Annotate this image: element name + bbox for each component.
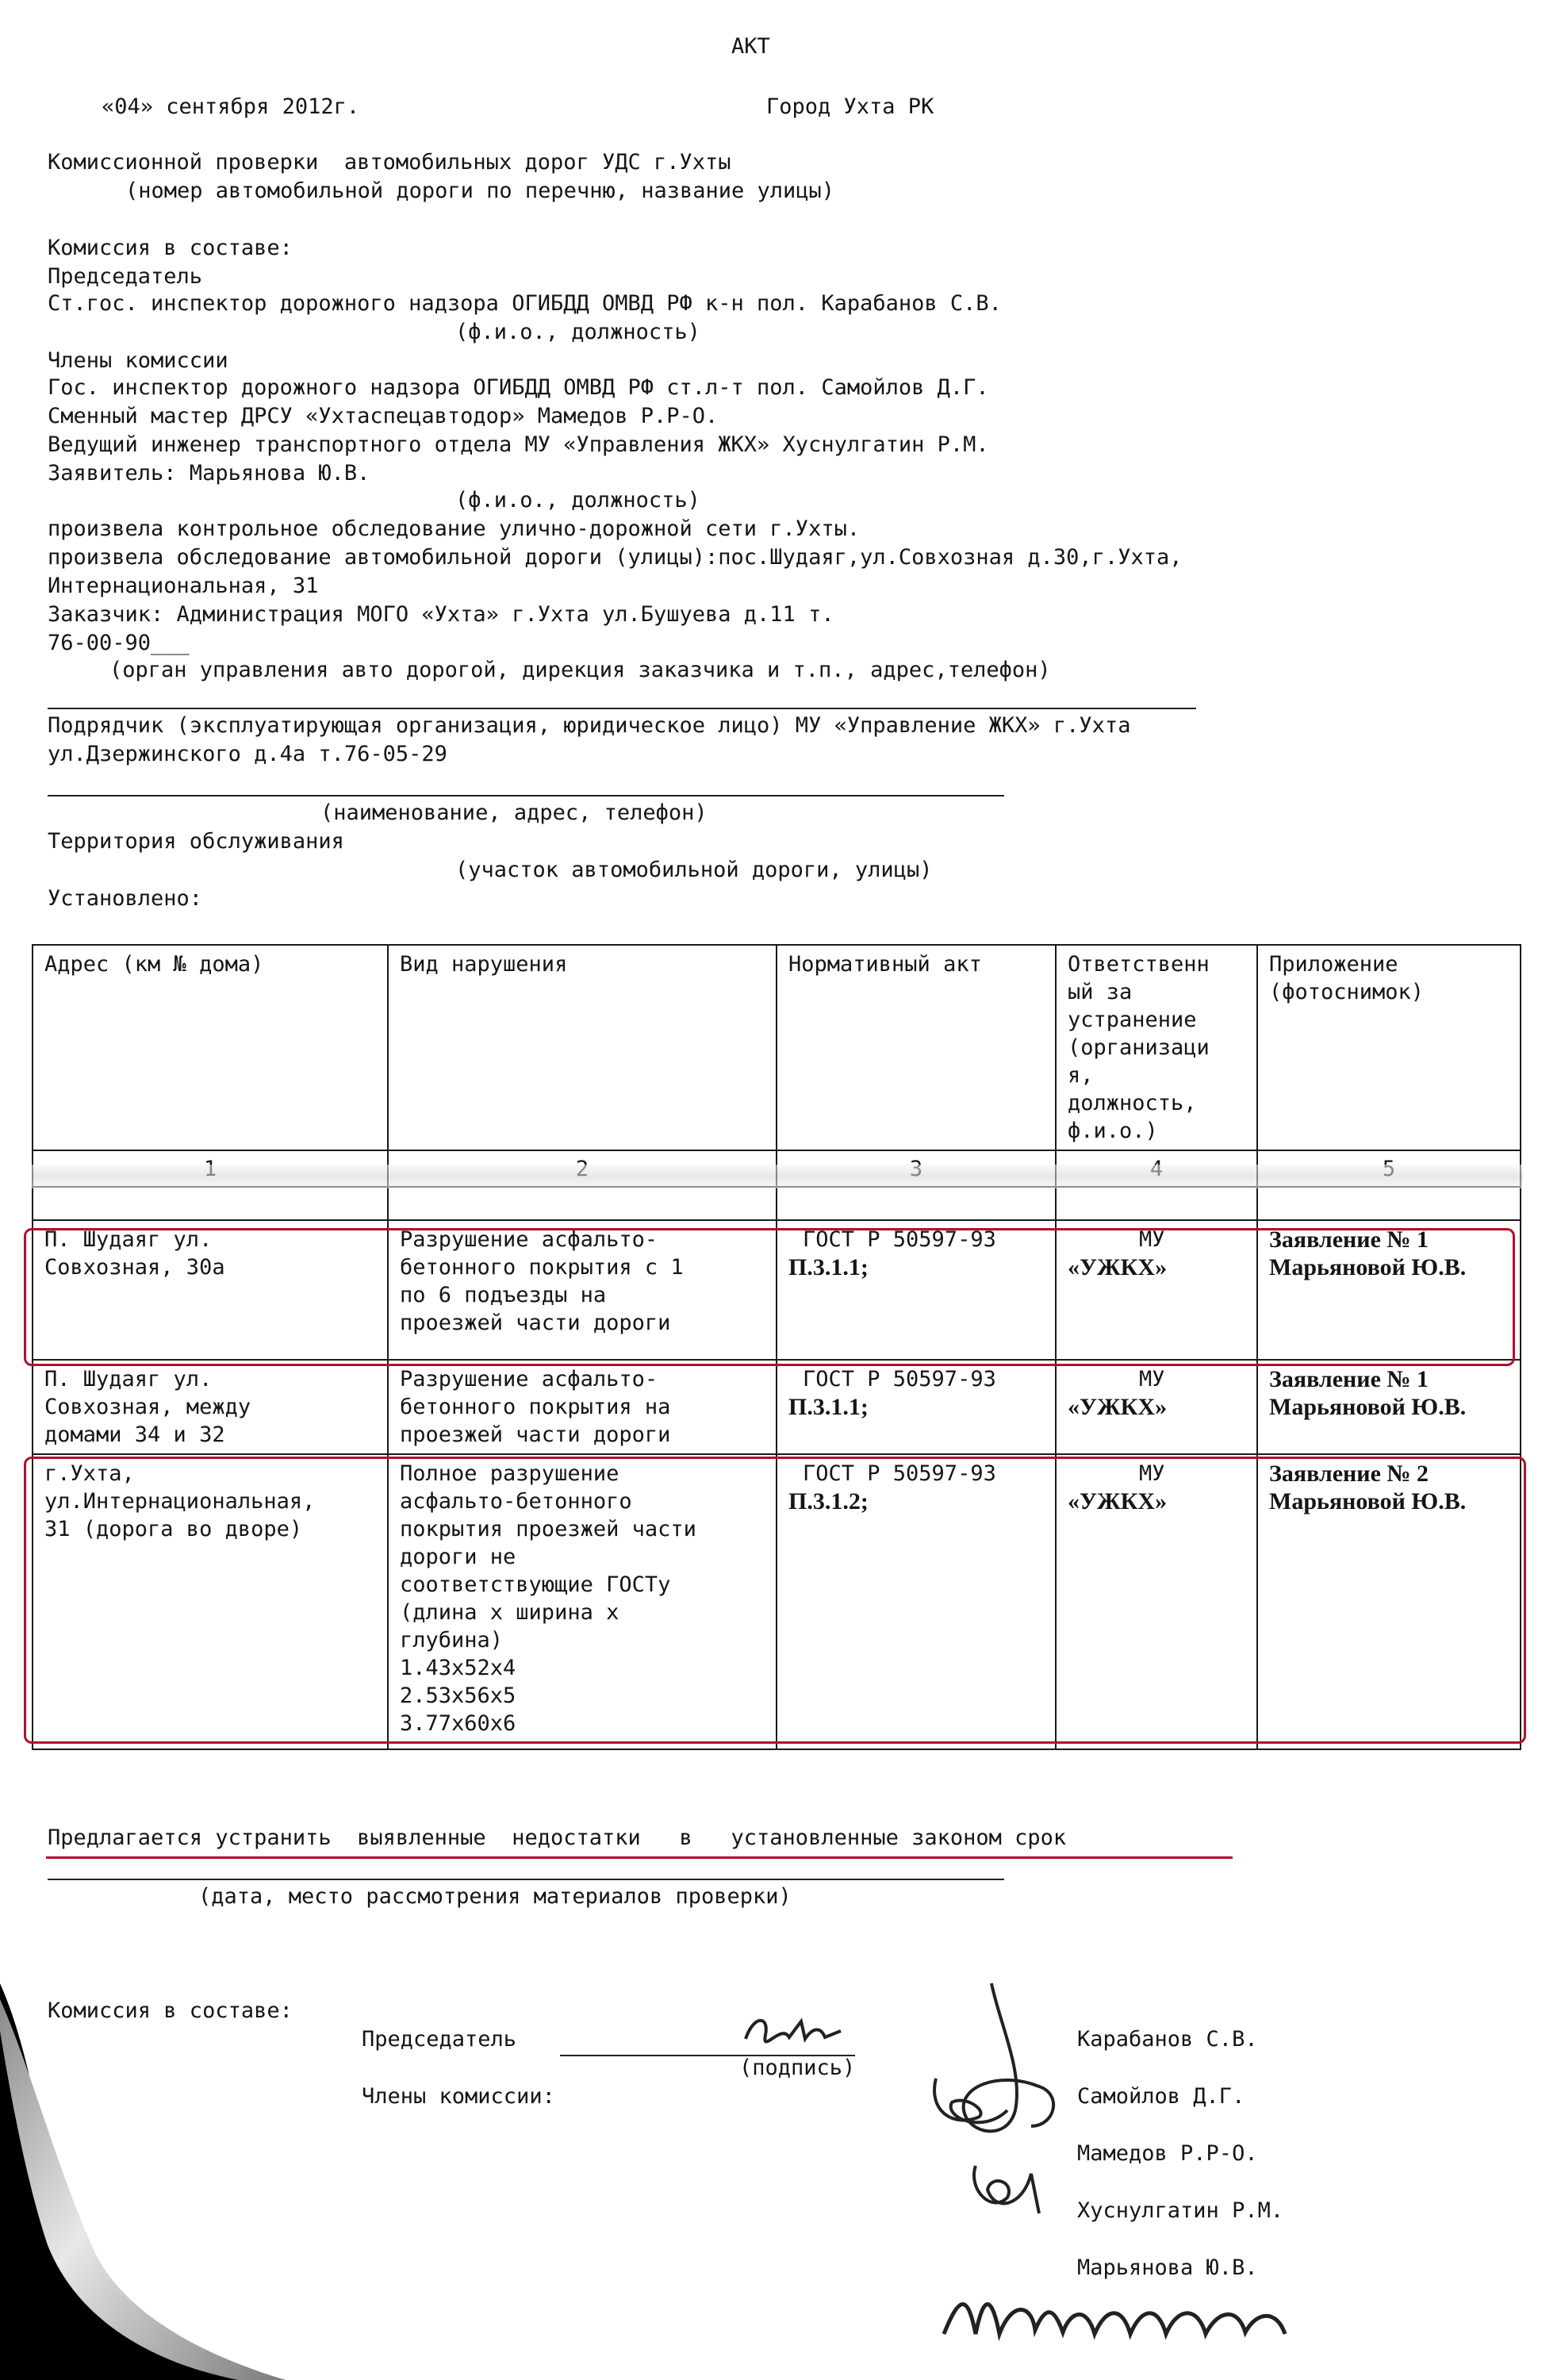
row-attachment: Заявление № 1 Марьяновой Ю.В.	[1257, 1220, 1521, 1360]
chairman-signature-graphic	[738, 2007, 865, 2055]
row-norm: ГОСТ Р 50597-93 П.3.1.2;	[777, 1454, 1056, 1749]
applicant-handwritten-signature	[936, 2271, 1317, 2358]
row-responsible: МУ «УЖКХ»	[1056, 1220, 1257, 1360]
customer-line: Заказчик: Администрация МОГО «Ухта» г.Ухта ул.Бушуева д.11 т.	[48, 602, 834, 627]
proposal-underline	[46, 1856, 1233, 1859]
table-spacer-row	[33, 1187, 1521, 1220]
row-responsible: МУ «УЖКХ»	[1056, 1454, 1257, 1749]
footer-members-label: Члены комиссии:	[362, 2084, 555, 2109]
signer-name: Мамедов Р.Р-О.	[1077, 2141, 1258, 2166]
table-row	[33, 1360, 1521, 1454]
page-curl-graphic	[0, 1983, 286, 2380]
contractor-line: ул.Дзержинского д.4а т.76-05-29	[48, 742, 447, 766]
footer-chairman-label: Председатель	[362, 2027, 517, 2052]
member-line: Сменный мастер ДРСУ «Ухтаспецавтодор» Мамедов Р.Р-О.	[48, 404, 719, 428]
survey-line: произвела контрольное обследование улично-дорожной сети г.Ухты.	[48, 516, 861, 541]
row-attachment: Заявление № 2 Марьяновой Ю.В.	[1257, 1454, 1521, 1749]
member-line: Гос. инспектор дорожного надзора ОГИБДД ОМВД РФ ст.л-т пол. Самойлов Д.Г.	[48, 375, 989, 400]
act-subject-note: (номер автомобильной дороги по перечню, название улицы)	[125, 178, 835, 203]
customer-phone: 76-00-90___	[48, 631, 190, 655]
document-title: АКТ	[731, 34, 770, 59]
highlight-box-row-3	[24, 1457, 1526, 1744]
members-label: Члены комиссии	[48, 348, 228, 373]
signer-name: Марьянова Ю.В.	[1077, 2255, 1258, 2280]
contractor-line: Подрядчик (эксплуатирующая организация, юридическое лицо) МУ «Управление ЖКХ» г.Ухта	[48, 713, 1131, 738]
footer-commission-intro: Комиссия в составе:	[48, 1998, 293, 2023]
scan-artifact	[32, 1165, 1523, 1188]
header-norm: Нормативный акт	[777, 945, 1056, 1150]
survey-line: Интернациональная, 31	[48, 574, 319, 598]
act-date: «04» сентября 2012г.	[102, 94, 360, 119]
applicant-line: Заявитель: Марьянова Ю.В.	[48, 461, 370, 486]
divider	[48, 795, 1004, 797]
proposal-text: Предлагается устранить выявленные недостатки в установленные законом срок	[48, 1825, 1067, 1850]
members-fio-note: (ф.и.о., должность)	[455, 488, 700, 512]
row-violation: Разрушение асфальто- бетонного покрытия на проезжей части дороги	[388, 1360, 777, 1454]
row-address: г.Ухта, ул.Интернациональная, 31 (дорога во дворе)	[33, 1454, 388, 1749]
chairman-fio-note: (ф.и.о., должность)	[455, 320, 700, 344]
established-label: Установлено:	[48, 886, 203, 911]
header-violation: Вид нарушения	[388, 945, 777, 1150]
table-header-row	[33, 945, 1521, 1150]
highlight-box-row-1	[24, 1228, 1515, 1366]
row-violation: Разрушение асфальто- бетонного покрытия с 1 по 6 подъезды на проезжей части дороги	[388, 1220, 777, 1360]
members-signatures-graphic	[920, 1975, 1103, 2245]
act-subject: Комиссионной проверки автомобильных дорог УДС г.Ухты	[48, 150, 731, 175]
territory-label: Территория обслуживания	[48, 829, 344, 854]
member-line: Ведущий инженер транспортного отдела МУ «Управления ЖКХ» Хуснулгатин Р.М.	[48, 432, 989, 457]
divider	[48, 708, 1196, 709]
row-address: П. Шудаяг ул. Совхозная, между домами 34 и 32	[33, 1360, 388, 1454]
signer-name: Карабанов С.В.	[1077, 2027, 1258, 2052]
signer-name: Хуснулгатин Р.М.	[1077, 2198, 1284, 2223]
header-address: Адрес (км № дома)	[33, 945, 388, 1150]
row-norm: ГОСТ Р 50597-93 П.3.1.1;	[777, 1360, 1056, 1454]
territory-note: (участок автомобильной дороги, улицы)	[455, 858, 933, 882]
row-address: П. Шудаяг ул. Совхозная, 30а	[33, 1220, 388, 1360]
act-city: Город Ухта РК	[766, 94, 934, 119]
chairman-label: Председатель	[48, 264, 203, 289]
chairman-line: Ст.гос. инспектор дорожного надзора ОГИБДД ОМВД РФ к-н пол. Карабанов С.В.	[48, 291, 1002, 316]
row-attachment: Заявление № 1 Марьяновой Ю.В.	[1257, 1360, 1521, 1454]
proposal-note: (дата, место рассмотрения материалов проверки)	[198, 1884, 792, 1909]
signature-note: (подпись)	[739, 2056, 856, 2080]
divider	[48, 1879, 1004, 1880]
survey-line: произвела обследование автомобильной дороги (улицы):пос.Шудаяг,ул.Совхозная д.30,г.Ухта,	[48, 545, 1183, 570]
commission-intro: Комиссия в составе:	[48, 236, 293, 260]
header-attachment: Приложение (фотоснимок)	[1257, 945, 1521, 1150]
customer-note: (орган управления авто дорогой, дирекция заказчика и т.п., адрес,телефон)	[109, 658, 1051, 682]
header-responsible: Ответственн ый за устранение (организаци я, должность, ф.и.о.)	[1056, 945, 1257, 1150]
row-norm: ГОСТ Р 50597-93 П.3.1.1;	[777, 1220, 1056, 1360]
row-responsible: МУ «УЖКХ»	[1056, 1360, 1257, 1454]
signer-name: Самойлов Д.Г.	[1077, 2084, 1245, 2109]
contractor-note: (наименование, адрес, телефон)	[320, 800, 708, 825]
row-violation: Полное разрушение асфальто-бетонного покрытия проезжей части дороги не соответствующие ГОСТу (длина х ширина х глубина) 1.43х52х4 2.53х56х5 3.77х60х6	[388, 1454, 777, 1749]
